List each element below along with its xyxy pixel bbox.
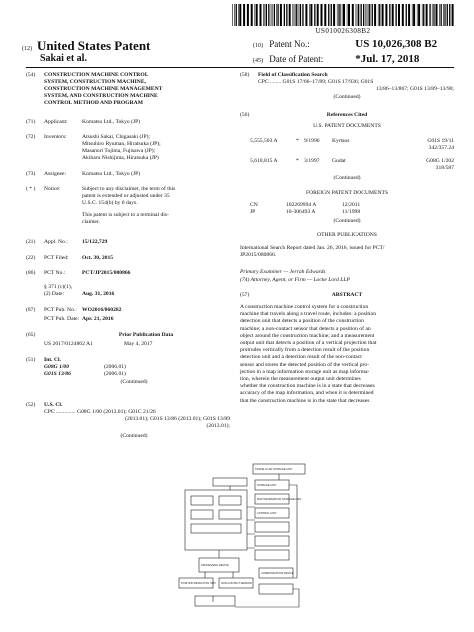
header-divider xyxy=(26,67,454,68)
barcode-image xyxy=(232,4,454,26)
diagram-label: TRAVEL PLAN STORAGE UNIT xyxy=(255,468,293,471)
patent-number: US 10,026,308 B2 xyxy=(355,38,438,50)
continued-note: (Continued) xyxy=(333,175,361,181)
diagram-box xyxy=(191,510,213,519)
diagram-box xyxy=(213,478,247,486)
diagram-label: PROCESSING DEVICE xyxy=(201,564,229,567)
barcode-number: US010026308B2 xyxy=(315,27,371,35)
diagram-label: COMMUNICATION DEVICE xyxy=(261,572,294,575)
patent-number-line: (10) Patent No.: US 10,026,308 B2 xyxy=(253,38,438,50)
abstract-text: A construction machine control system for a construction machine that travels along a travel route, includes: a position detection unit that detects a position of the construction machine; a non-contact sensor that detects a position of an object around the construction machine; and a measurement output unit that detects a position of a vertical projection that protrudes vertically from a detection result of the position detection unit and a detection result of the non-contact sensor and stores the detected position of the vertical pro- jection in a map information storage unit as map informa- tion, wherein the measurement output unit determines whether the construction machine is in a state that decreases accuracy of the map information, and when it is determined that the construction machine is in the state that decreases xyxy=(240,304,377,404)
attorney: (74) Attorney, Agent, or Firm — Locke Lord LLP xyxy=(240,277,350,283)
diagram-label: STORAGE UNIT xyxy=(257,484,277,487)
continued-note: (Continued) xyxy=(333,218,361,224)
diagram-box xyxy=(255,550,289,560)
diagram-box xyxy=(191,496,213,505)
block-diagram-figure xyxy=(175,462,310,617)
diagram-box xyxy=(219,496,241,505)
diagram-label: MAP INFORMATION STORAGE UNIT xyxy=(257,498,302,501)
foreign-docs-heading: FOREIGN PATENT DOCUMENTS xyxy=(305,190,389,196)
inventor-short: Sakai et al. xyxy=(40,53,87,64)
diagram-box xyxy=(195,596,235,606)
other-publications-heading: OTHER PUBLICATIONS xyxy=(317,232,377,238)
patent-date: *Jul. 17, 2018 xyxy=(355,53,420,65)
diagram-box xyxy=(185,490,247,550)
patent-date-line: (45) Date of Patent: *Jul. 17, 2018 xyxy=(253,53,420,65)
diagram-box xyxy=(191,524,241,533)
diagram-box xyxy=(255,522,289,532)
diagram-box xyxy=(219,510,241,519)
title-field: (54) CONSTRUCTION MACHINE CONTROL SYSTEM, CONSTRUCTION MACHINE, CONSTRUCTION MACHINE MANAGEMENT SYSTEM, AND CONSTRUCTION MACHINE CONTROL METHOD AND PROGRAM xyxy=(26,72,163,106)
diagram-box xyxy=(259,584,293,594)
diagram-box xyxy=(255,536,289,546)
diagram-label: NON-CONTACT SENSOR xyxy=(221,582,252,585)
primary-examiner: Primary Examiner — Jerrah Edwards xyxy=(240,269,326,275)
diagram-label: CONTROL UNIT xyxy=(257,512,277,515)
other-publications-text: International Search Report dated Jan. 26, 2016, issued for PCT/ JP2015/080866. xyxy=(240,245,385,258)
patent-office-title: (12) United States Patent xyxy=(22,38,151,53)
diagram-label: POSITION DETECTION UNIT xyxy=(181,582,216,585)
